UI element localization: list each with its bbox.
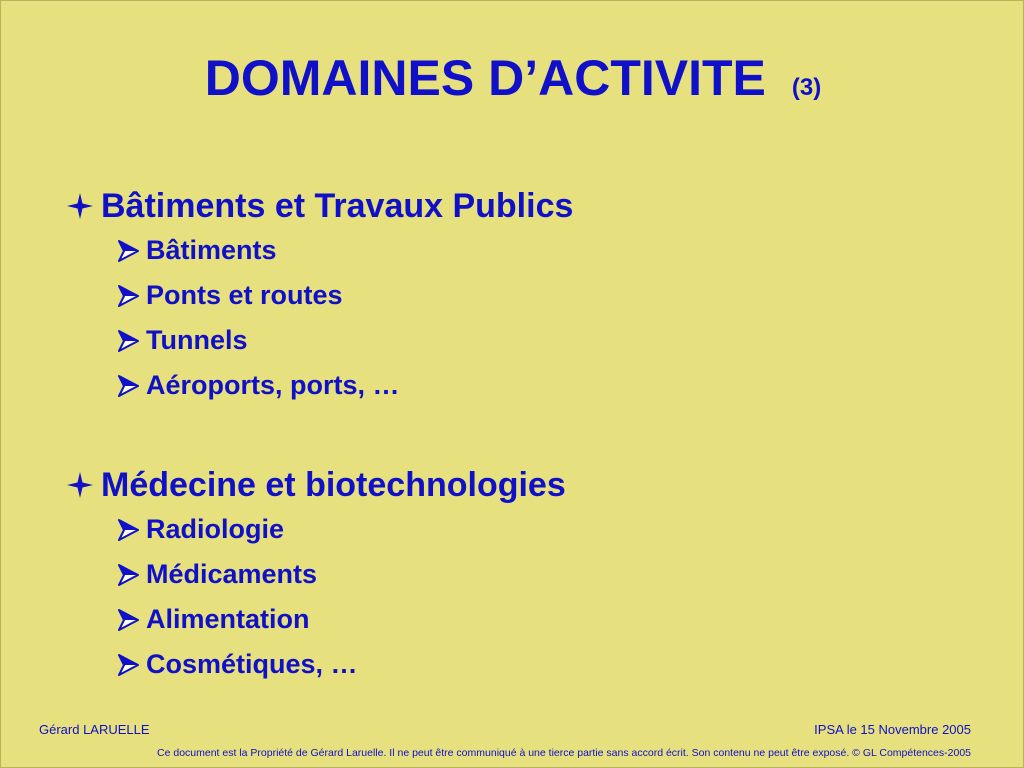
arrowhead-bullet-icon <box>117 609 139 631</box>
section-btp <box>67 184 573 408</box>
footer-venue-date: IPSA le 15 Novembre 2005 <box>814 722 971 737</box>
section-heading-label: Médecine et biotechnologies <box>101 465 566 504</box>
list-item-label: Radiologie <box>146 514 285 544</box>
title-main: DOMAINES D’ACTIVITE <box>204 50 766 106</box>
arrowhead-bullet-icon <box>117 564 139 586</box>
section-heading <box>67 184 573 228</box>
arrowhead-bullet-icon <box>117 330 139 352</box>
list-item-label: Aéroports, ports, … <box>146 370 400 400</box>
list-item-label: Cosmétiques, … <box>146 649 358 679</box>
arrowhead-bullet-icon <box>117 375 139 397</box>
list-item-label: Médicaments <box>146 559 318 589</box>
list-item-label: Tunnels <box>146 325 248 355</box>
section-item-list <box>117 507 566 687</box>
arrowhead-bullet-icon <box>117 519 139 541</box>
list-item-label: Alimentation <box>146 604 310 634</box>
four-point-star-icon <box>67 472 93 498</box>
arrowhead-bullet-icon <box>117 654 139 676</box>
title-number: (3) <box>791 74 822 101</box>
list-item <box>117 318 573 363</box>
list-item-label: Bâtiments <box>146 235 277 265</box>
four-point-star-icon <box>67 193 93 219</box>
list-item <box>117 507 566 552</box>
list-item <box>117 642 566 687</box>
section-heading <box>67 463 566 507</box>
section-heading-label: Bâtiments et Travaux Publics <box>101 186 574 225</box>
section-medecine <box>67 463 566 687</box>
list-item <box>117 552 566 597</box>
footer-copyright: Ce document est la Propriété de Gérard Laruelle. Il ne peut être communiqué à une tierce partie sans accord écrit. Son contenu ne peut être exposé. © GL Compétences-2005 <box>157 747 971 759</box>
list-item-label: Ponts et routes <box>146 280 343 310</box>
arrowhead-bullet-icon <box>117 285 139 307</box>
section-item-list <box>117 228 573 408</box>
arrowhead-bullet-icon <box>117 240 139 262</box>
list-item <box>117 228 573 273</box>
list-item <box>117 273 573 318</box>
footer-author: Gérard LARUELLE <box>39 722 150 737</box>
list-item <box>117 363 573 408</box>
list-item <box>117 597 566 642</box>
slide-title <box>1 49 1024 107</box>
